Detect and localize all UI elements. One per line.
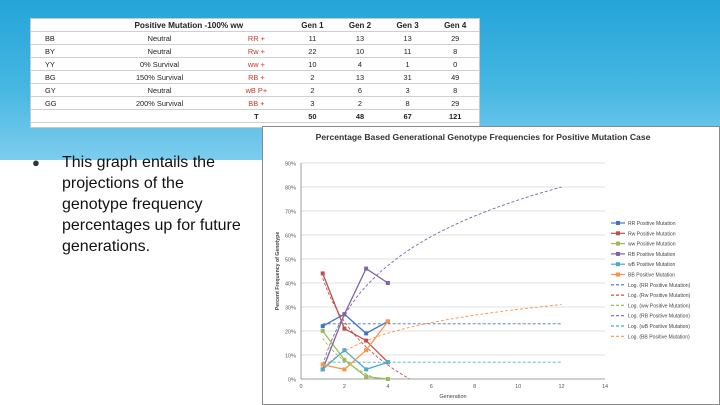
legend-marker [616,273,620,277]
header-gen1: Gen 1 [289,19,337,32]
gen1-value-cell: 2 [289,84,337,97]
gen1-value-cell: 10 [289,58,337,71]
y-axis-label: Percent Frequency of Genotype [275,231,281,311]
table-row [31,84,479,97]
mutation-cell: ww + [224,58,288,71]
data-point [342,312,346,316]
gen3-value-cell: 3 [384,84,432,97]
bullet-dot-icon: ● [32,155,40,170]
table-row [31,71,479,84]
data-point [364,331,368,335]
gen3-value-cell: 31 [384,71,432,84]
gen4-value-cell: 8 [431,45,479,58]
chart-frame [262,126,720,405]
bullet-item [32,152,247,257]
total-gen3-cell: 67 [384,110,432,123]
data-point [342,348,346,352]
total-gen1-cell: 50 [289,110,337,123]
data-point [386,377,390,381]
mutation-cell: RR + [224,32,288,45]
data-point [321,271,325,275]
legend-label: Log. (wB Positive Mutation) [628,324,691,330]
data-point [342,327,346,331]
y-tick-label: 90% [284,161,296,168]
legend-marker [616,231,620,235]
gen1-value-cell: 11 [289,32,337,45]
legend-label: BB Positive Mutation [628,272,675,279]
legend-label: Log. (RR Positive Mutation) [628,282,691,289]
x-tick-label: 4 [386,384,390,390]
x-axis-label: Generation [439,394,467,400]
data-point [321,363,325,367]
gen2-value-cell: 10 [336,45,384,58]
survival-label-cell: 0% Survival [95,58,224,71]
survival-label-cell: 200% Survival [95,97,224,110]
mutation-cell: BB + [224,97,288,110]
gen4-value-cell: 29 [431,32,479,45]
chart-title: Percentage Based Generational Genotype Frequencies for Positive Mutation Case [315,132,651,142]
gen3-value-cell: 1 [384,58,432,71]
legend-label: Log. (BB Positive Mutation) [628,334,690,341]
gen2-value-cell: 6 [336,84,384,97]
data-point [321,329,325,333]
trendline [323,338,377,379]
gen3-value-cell: 11 [384,45,432,58]
legend-label: RB Positive Mutation [628,251,676,258]
line-chart [263,127,719,404]
genotype-code-cell: BB [31,32,95,45]
legend-label: RR Positive Mutation [628,221,676,227]
genotype-table [31,19,479,123]
series-line [323,269,388,370]
x-tick-label: 2 [342,384,346,390]
legend-label: ww Positive Mutation [628,241,676,248]
survival-label-cell: 150% Survival [95,71,224,84]
x-tick-label: 0 [299,384,303,390]
y-tick-label: 40% [284,281,296,288]
gen2-value-cell: 13 [336,32,384,45]
header-gen3: Gen 3 [384,19,432,32]
mutation-cell: wB P+ [224,84,288,97]
total-label-cell: T [224,110,288,123]
series-line [323,273,388,362]
gen4-value-cell: 29 [431,97,479,110]
gen2-value-cell: 13 [336,71,384,84]
genotype-code-cell: YY [31,58,95,71]
genotype-code-cell: BY [31,45,95,58]
genotype-code-cell: BG [31,71,95,84]
data-point [364,375,368,379]
legend-marker [616,221,620,225]
gen4-value-cell: 8 [431,84,479,97]
total-empty-cell [95,110,224,123]
bullet-text: This graph entails the projections of the genotype frequency percentages up for future generations. [62,154,241,255]
y-tick-label: 80% [284,185,296,192]
gen2-value-cell: 4 [336,58,384,71]
gen1-value-cell: 22 [289,45,337,58]
gen1-value-cell: 3 [289,97,337,110]
y-tick-label: 30% [284,305,296,312]
data-point [364,267,368,271]
data-point [364,348,368,352]
data-point [386,281,390,285]
genotype-table-panel [30,18,480,128]
gen3-value-cell: 8 [384,97,432,110]
gen4-value-cell: 49 [431,71,479,84]
data-point [321,367,325,371]
data-point [342,367,346,371]
gen3-value-cell: 13 [384,32,432,45]
mutation-cell: Rw + [224,45,288,58]
data-point [364,367,368,371]
mutation-cell: RB + [224,71,288,84]
legend-label: wB Positive Mutation [628,262,676,269]
legend-label: Log. (RB Positive Mutation) [628,313,691,320]
data-point [386,319,390,323]
y-tick-label: 70% [284,209,296,216]
total-gen4-cell: 121 [431,110,479,123]
legend-marker [616,252,620,256]
trendline [323,278,410,379]
x-tick-label: 6 [429,384,433,390]
x-tick-label: 12 [558,384,565,390]
data-point [321,324,325,328]
y-tick-label: 60% [284,233,296,240]
survival-label-cell: Neutral [95,45,224,58]
table-row [31,97,479,110]
gen2-value-cell: 2 [336,97,384,110]
survival-label-cell: Neutral [95,84,224,97]
legend-label: Log. (ww Positive Mutation) [628,303,691,310]
gen4-value-cell: 0 [431,58,479,71]
header-gen4: Gen 4 [431,19,479,32]
legend-label: Log. (Rw Positive Mutation) [628,293,691,300]
table-row [31,58,479,71]
table-total-row [31,110,479,123]
legend-marker [616,242,620,246]
data-point [364,339,368,343]
header-gen2: Gen 2 [336,19,384,32]
bullet-list [32,152,247,257]
y-tick-label: 20% [284,329,296,336]
total-empty-cell [31,110,95,123]
x-tick-label: 8 [473,384,477,390]
table-title: Positive Mutation -100% ww [31,19,289,32]
table-header-row [31,19,479,32]
y-tick-label: 0% [288,377,296,384]
total-gen2-cell: 48 [336,110,384,123]
genotype-code-cell: GG [31,97,95,110]
trendline [323,187,562,365]
y-tick-label: 50% [284,257,296,264]
data-point [386,360,390,364]
survival-label-cell: Neutral [95,32,224,45]
table-row [31,32,479,45]
x-tick-label: 14 [601,384,609,390]
y-tick-label: 10% [284,353,296,360]
gen1-value-cell: 2 [289,71,337,84]
legend-marker [616,262,620,266]
data-point [342,358,346,362]
x-tick-label: 10 [515,384,522,390]
genotype-code-cell: GY [31,84,95,97]
table-row [31,45,479,58]
legend-label: Rw Positive Mutation [628,231,676,238]
